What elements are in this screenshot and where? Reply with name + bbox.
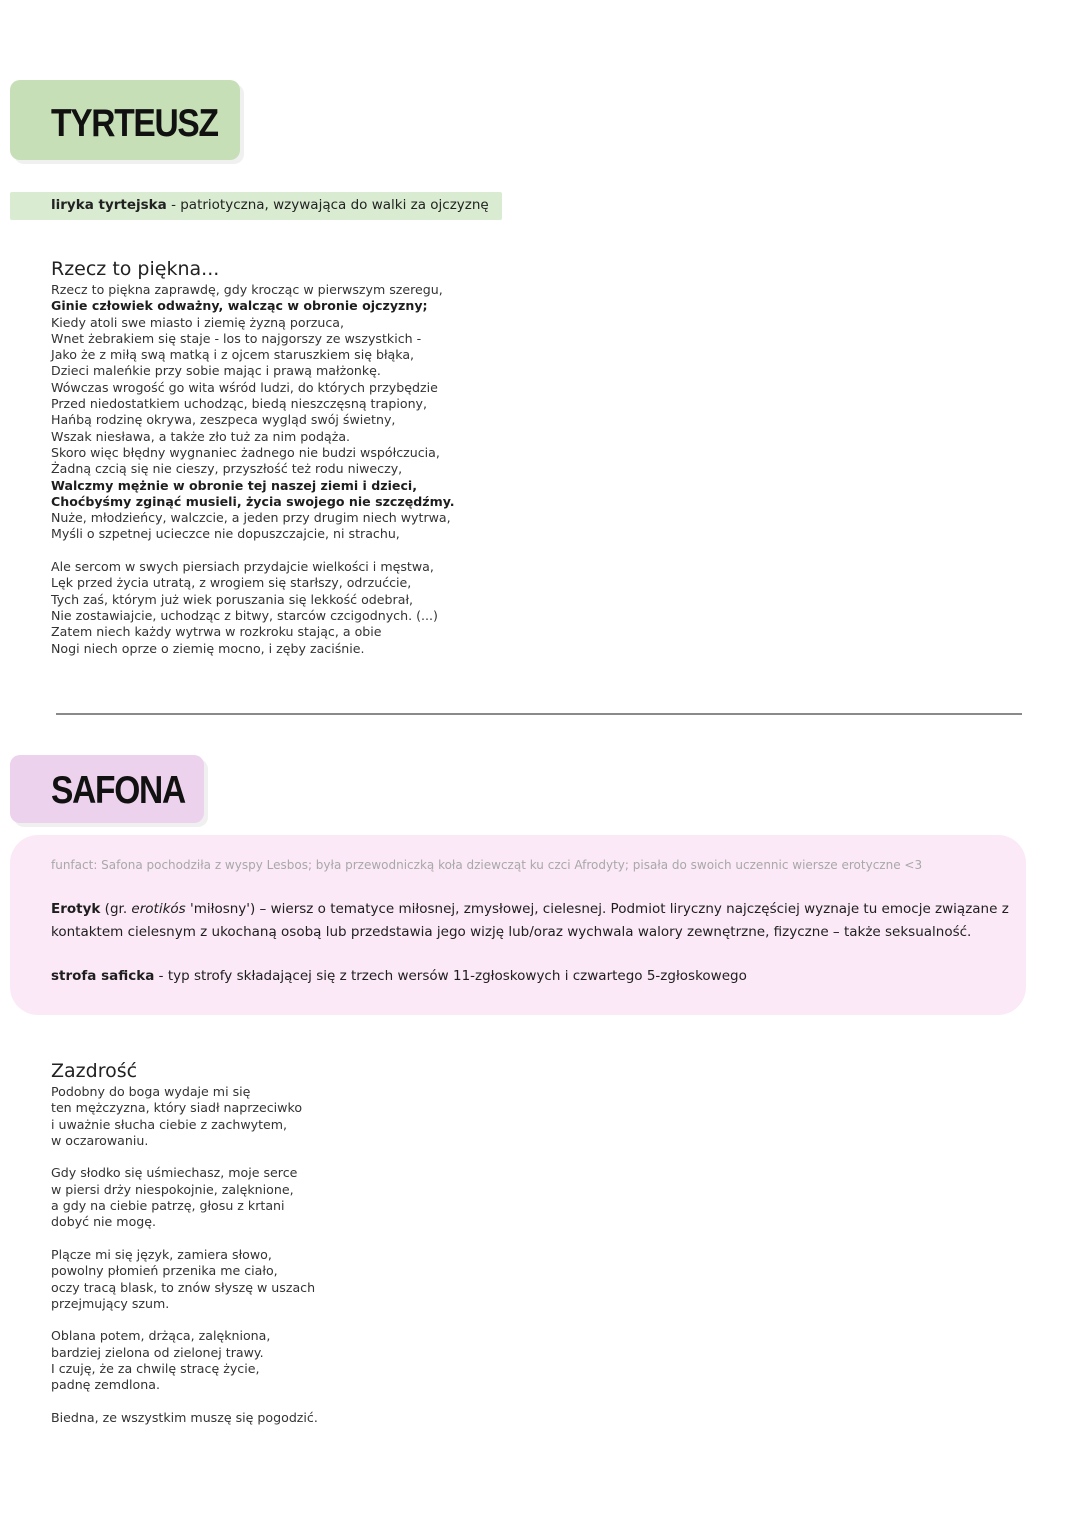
poem-line: powolny płomień przenika me ciało, — [51, 1263, 278, 1279]
tyrteusz-title: TYRTEUSZ — [51, 102, 218, 145]
poem-line: Wszak niesława, a także zło tuż za nim podąża. — [51, 428, 351, 444]
strofa-text: - typ strofy składającej się z trzech wersów 11-zgłoskowych i czwartego 5-zgłoskowego — [154, 968, 747, 984]
poem-line: w piersi drży niespokojnie, zalęknione, — [51, 1181, 294, 1197]
erotyk-definition — [51, 898, 1011, 944]
stanza-gap — [51, 1149, 318, 1165]
tyrteusz-poem-title: Rzecz to piękna... — [51, 258, 220, 280]
safona-title: SAFONA — [51, 769, 185, 812]
stanza-gap — [51, 1394, 318, 1410]
section-divider — [56, 713, 1022, 715]
tyrteusz-heading-box — [10, 80, 240, 160]
poem-line: Lęk przed życia utratą, z wrogiem się starłszy, odrzućcie, — [51, 575, 412, 591]
stanza-gap — [51, 543, 455, 559]
poem-line: Zatem niech każdy wytrwa w rozkroku stając, a obie — [51, 624, 382, 640]
safona-info-panel — [10, 835, 1026, 1015]
safona-poem — [51, 1060, 318, 1426]
poem-line: Nie zostawiajcie, uchodząc z bitwy, starców czcigodnych. (...) — [51, 607, 438, 623]
poem-line: Nogi niech oprze o ziemię mocno, i zęby zaciśnie. — [51, 640, 365, 656]
poem-line: Nuże, młodzieńcy, walczcie, a jeden przy drugim niech wytrwa, — [51, 510, 451, 526]
strofa-term: strofa saficka — [51, 968, 155, 984]
poem-line: Hańbą rodzinę okrywa, zeszpeca wygląd swój świetny, — [51, 412, 396, 428]
tyrteusz-poem — [51, 258, 455, 657]
safona-heading-box — [10, 755, 204, 823]
definition-term: liryka tyrtejska — [51, 197, 167, 213]
poem-line: Plącze mi się język, zamiera słowo, — [51, 1246, 272, 1262]
definition-text: - patriotyczna, wzywająca do walki za ojczyznę — [166, 197, 489, 213]
safona-poem-title: Zazdrość — [51, 1060, 138, 1082]
poem-line: Myśli o szpetnej ucieczce nie dopuszczajcie, ni strachu, — [51, 526, 400, 542]
tyrteusz-definition — [51, 197, 489, 213]
poem-line: Wnet żebrakiem się staje - los to najgorszy ze wszystkich - — [51, 330, 422, 346]
poem-line: Ale sercom w swych piersiach przydajcie wielkości i męstwa, — [51, 559, 434, 575]
tyrteusz-definition-strip — [10, 192, 502, 220]
stanza-gap — [51, 1312, 318, 1328]
poem-line: Wówczas wrogość go wita wśród ludzi, do których przybędzie — [51, 379, 438, 395]
poem-line: a gdy na ciebie patrzę, głosu z krtani — [51, 1198, 285, 1214]
erotyk-paren-open: (gr. — [100, 901, 132, 917]
poem-line: ten mężczyzna, który siadł naprzeciwko — [51, 1100, 303, 1116]
erotyk-text: 'miłosny') – wiersz o tematyce miłosnej, zmysłowej, cielesnej. Podmiot liryczny najczęściej wyznaje tu emocje związane z kontaktem cielesnym z ukochaną osobą lub przedstawia jego wizję lub/oraz wychwala walory zewnętrzne, fizyczne – także seksualność. — [51, 901, 1009, 940]
poem-line: bardziej zielona od zielonej trawy. — [51, 1344, 264, 1360]
poem-line: Jako że z miłą swą matką i z ojcem staruszkiem się błąka, — [51, 347, 415, 363]
poem-line: Choćbyśmy zginąć musieli, życia swojego nie szczędźmy. — [51, 493, 455, 509]
funfact-text: funfact: Safona pochodziła z wyspy Lesbos; była przewodniczką koła dziewcząt ku czci Afrodyty; pisała do swoich uczennic wiersze erotyczne <3 — [51, 858, 923, 872]
erotyk-term: Erotyk — [51, 901, 101, 917]
poem-line: Kiedy atoli swe miasto i ziemię żyzną porzuca, — [51, 314, 344, 330]
poem-line: oczy tracą blask, to znów słyszę w uszach — [51, 1279, 316, 1295]
poem-line: I czuję, że za chwilę stracę życie, — [51, 1361, 260, 1377]
poem-line: Skoro więc błędny wygnaniec żadnego nie budzi współczucia, — [51, 444, 440, 460]
poem-line: przejmujący szum. — [51, 1295, 170, 1311]
poem-line: i uważnie słucha ciebie z zachwytem, — [51, 1116, 288, 1132]
poem-line: dobyć nie mogę. — [51, 1214, 157, 1230]
poem-line: Gdy słodko się uśmiechasz, moje serce — [51, 1165, 298, 1181]
strofa-definition — [51, 968, 747, 984]
poem-line: Oblana potem, drżąca, zalękniona, — [51, 1328, 271, 1344]
poem-line: Biedna, ze wszystkim muszę się pogodzić. — [51, 1409, 318, 1425]
poem-line: Podobny do boga wydaje mi się — [51, 1084, 251, 1099]
poem-line: Żadną czcią się nie cieszy, przyszłość też rodu niweczy, — [51, 461, 403, 477]
poem-line: Dzieci maleńkie przy sobie mając i prawą małżonkę. — [51, 363, 381, 379]
erotyk-greek: erotikós — [131, 901, 186, 917]
poem-line: padnę zemdlona. — [51, 1377, 160, 1393]
poem-line: Ginie człowiek odważny, walcząc w obronie ojczyzny; — [51, 298, 428, 314]
safona-poem-lines — [51, 1084, 318, 1426]
stanza-gap — [51, 1231, 318, 1247]
poem-line: Przed niedostatkiem uchodząc, biedą nieszczęsną trapiony, — [51, 396, 428, 412]
poem-line: Rzecz to piękna zaprawdę, gdy krocząc w pierwszym szeregu, — [51, 282, 443, 297]
poem-line: w oczarowaniu. — [51, 1132, 149, 1148]
poem-line: Tych zaś, którym już wiek poruszania się lekkość odebrał, — [51, 591, 414, 607]
poem-line: Walczmy mężnie w obronie tej naszej ziemi i dzieci, — [51, 477, 418, 493]
tyrteusz-poem-lines — [51, 282, 455, 657]
